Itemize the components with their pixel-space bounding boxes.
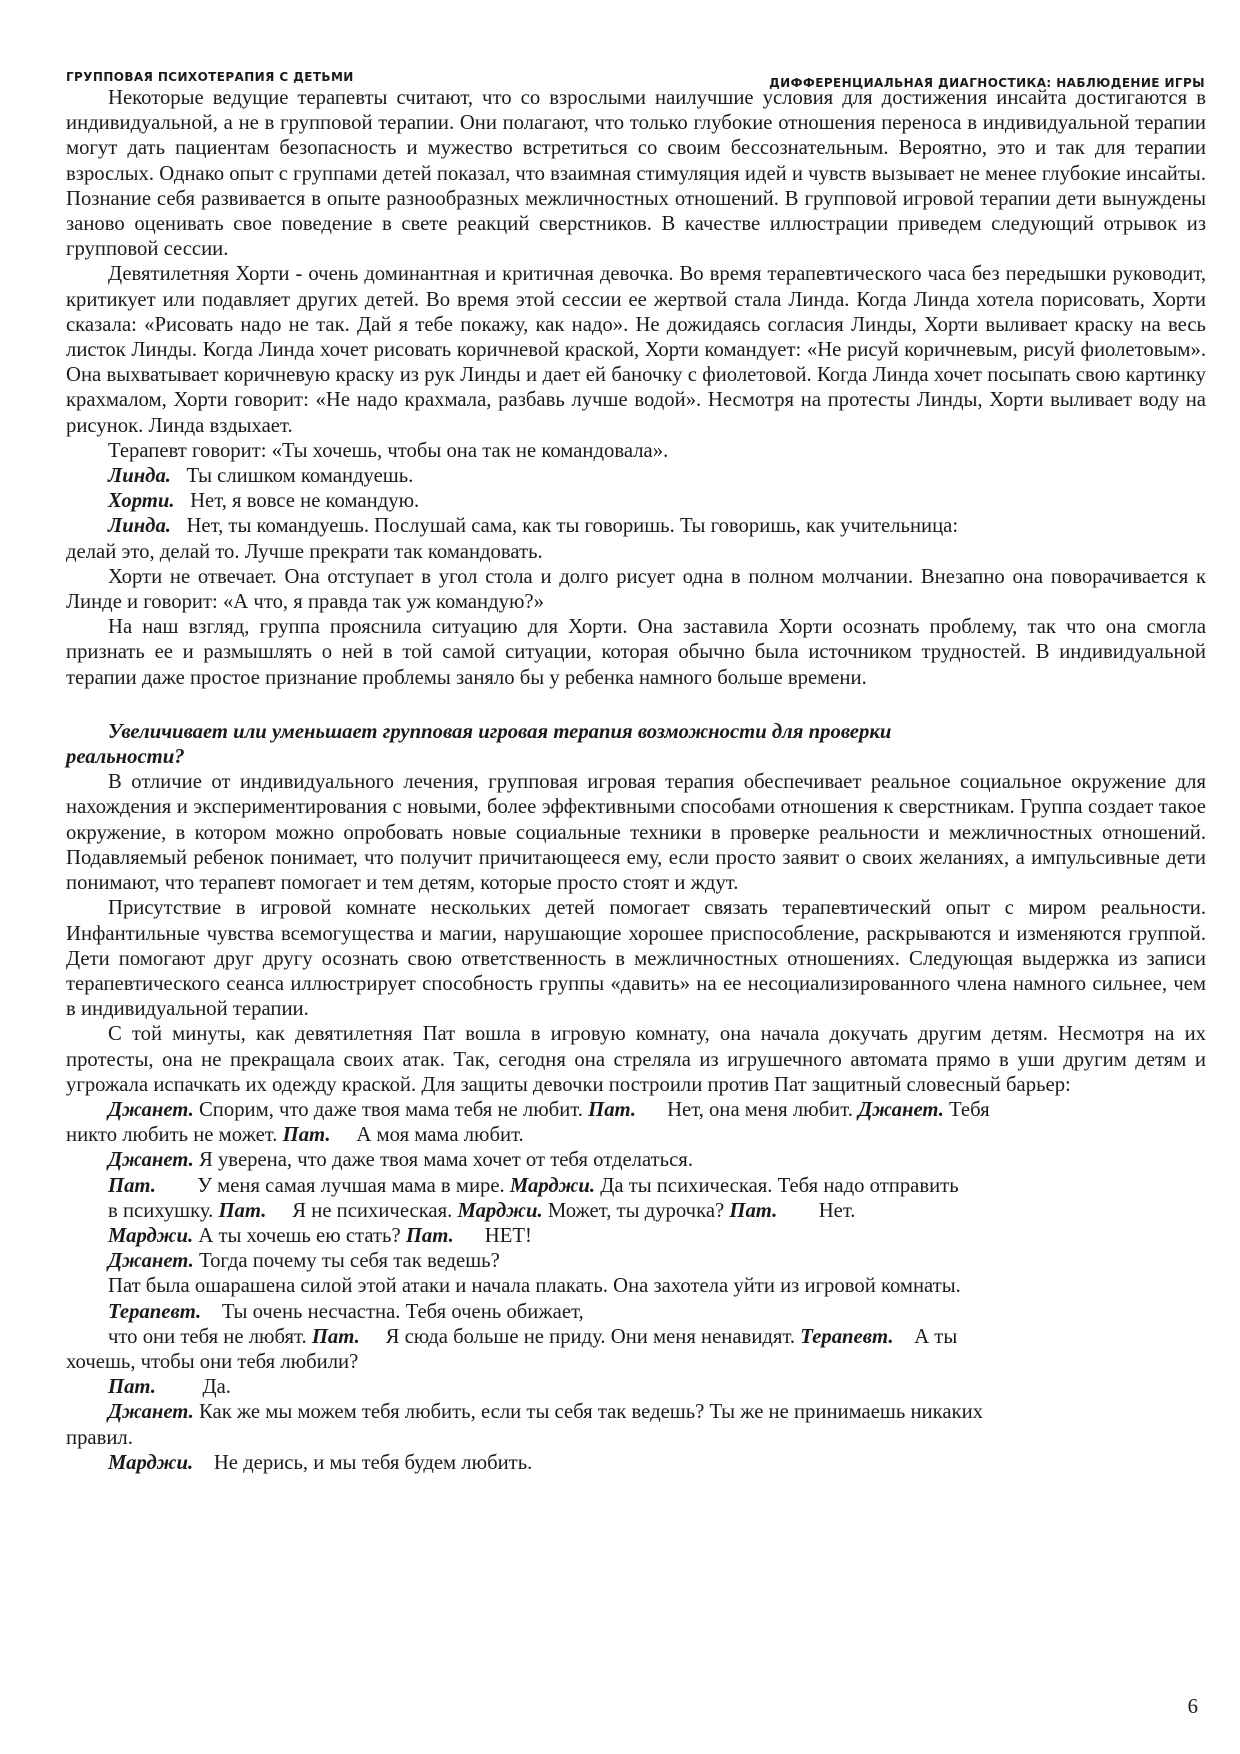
section-heading: Увеличивает или уменьшает групповая игровая терапия возможности для проверки [108, 720, 892, 743]
speaker: Джанет. [108, 1250, 194, 1273]
running-header-right: ДИФФЕРЕНЦИАЛЬНАЯ ДИАГНОСТИКА: НАБЛЮДЕНИЕ ИГРЫ [769, 76, 1205, 90]
dialogue-line [66, 1224, 1206, 1249]
speaker: Пат. [729, 1199, 778, 1222]
speech: Я не психическая. [292, 1199, 453, 1222]
speech: Может, ты дурочка? [547, 1199, 725, 1222]
speech: Да. [202, 1376, 231, 1399]
dialogue-line [66, 489, 1206, 514]
page-number: 6 [1187, 1696, 1198, 1718]
speaker: Марджи. [108, 1224, 194, 1247]
speaker: Пат. [108, 1174, 156, 1197]
running-header-left: ГРУППОВАЯ ПСИХОТЕРАПИЯ С ДЕТЬМИ [66, 70, 354, 84]
speech: У меня самая лучшая мама в мире. [197, 1174, 505, 1197]
paragraph: Девятилетняя Хорти - очень доминантная и критичная девочка. Во время терапевтического часа без передышки руководит, критикует или подавляет других детей. Во время этой сессии ее жертвой стала Линда. Когда Линда хотела порисовать, Хорти сказала: «Рисовать надо не так. Дай я тебе покажу, как надо». Не дожидаясь согласия Линды, Хорти выливает краску на весь листок Линды. Когда Линда хочет рисовать коричневой краской, Хорти командует: «Не рисуй коричневым, рисуй фиолетовым». Она выхватывает коричневую краску из рук Линды и дает ей баночку с фиолетовой. Когда Линда хочет посыпать свою картинку крахмалом, Хорти говорит: «Не надо крахмала, разбавь лучше водой». Несмотря на протесты Линды, Хорти выливает воду на рисунок. Линда вздыхает. [66, 263, 1206, 437]
speaker: Пат. [311, 1325, 360, 1348]
dialogue-line [66, 1400, 1206, 1425]
dialogue-continuation [66, 1123, 1206, 1148]
paragraph: Присутствие в игровой комнате нескольких детей помогает связать терапевтический опыт с миром реальности. Инфантильные чувства всемогущества и магии, нарушающие хорошее приспособление, раскрываются и изменяются группой. Дети помогают друг другу осознать свою ответственность в межличностных отношениях. Следующая выдержка из записи терапевтического сеанса иллюстрирует способность группы «давить» на ее несоциализированного члена намного сильнее, чем в индивидуальной терапии. [66, 897, 1206, 1021]
paragraph: Хорти не отвечает. Она отступает в угол стола и долго рисует одна в полном молчании. Внезапно она поворачивается к Линде и говорит: «А что, я правда так уж командую?» [66, 565, 1206, 614]
dialogue-line [66, 1451, 1206, 1476]
speech: А ты [914, 1325, 958, 1348]
speech: Нет. [818, 1199, 856, 1222]
speech: Да ты психическая. Тебя надо отправить [600, 1174, 959, 1197]
dialogue-line [66, 1148, 1206, 1173]
paragraph: В отличие от индивидуального лечения, групповая игровая терапия обеспечивает реальное социальное окружение для нахождения и экспериментирования с новыми, более эффективными способами отношения к сверстникам. Группа создает такое окружение, в котором можно опробовать новые социальные техники в проверке реальности и межличностных отношений. Подавляемый ребенок понимает, что получит причитающееся ему, если просто заявит о своих желаниях, а импульсивные дети понимают, что терапевт помогает и тем детям, которые просто стоят и ждут. [66, 771, 1206, 895]
speaker: Марджи. [108, 1451, 194, 1474]
speech: Не дерись, и мы тебя будем любить. [213, 1451, 533, 1474]
speech: в психушку. [108, 1199, 214, 1222]
speaker: Линда. [108, 515, 171, 538]
speech: А ты хочешь ею стать? [198, 1224, 401, 1247]
speaker: Пат. [108, 1376, 156, 1399]
speech: Я сюда больше не приду. Они меня ненавидят. [385, 1325, 796, 1348]
speech: Нет, ты командуешь. Послушай сама, как ты говоришь. Ты говоришь, как учительница: [186, 515, 959, 538]
dialogue-continuation [66, 1199, 1206, 1224]
speaker: Пат. [282, 1124, 331, 1147]
paragraph: На наш взгляд, группа прояснила ситуацию для Хорти. Она заставила Хорти осознать проблему, так что она смогла признать ее и размышлять о ней в той самой ситуации, которая обычно была источником трудностей. В индивидуальной терапии даже простое признание проблемы заняло бы у ребенка намного больше времени. [66, 616, 1206, 689]
speaker: Марджи. [509, 1174, 596, 1197]
speaker: Терапевт. [800, 1325, 894, 1348]
speech: Тогда почему ты себя так ведешь? [198, 1250, 500, 1273]
section-gap [66, 691, 1206, 720]
speech: Спорим, что даже твоя мама тебя не любит. [198, 1098, 583, 1121]
paragraph: Терапевт говорит: «Ты хочешь, чтобы она так не командовала». [108, 439, 669, 462]
speaker: Джанет. [108, 1098, 194, 1121]
dialogue-continuation: правил. [66, 1426, 133, 1449]
speech: А моя мама любит. [356, 1124, 524, 1147]
dialogue-line [66, 514, 1206, 539]
speech: Как же мы можем тебя любить, если ты себя так ведешь? Ты же не принимаешь никаких [198, 1401, 983, 1424]
dialogue-line [66, 1174, 1206, 1199]
dialogue-continuation [66, 1325, 1206, 1350]
speaker: Пат. [405, 1224, 454, 1247]
speech: Нет, я вовсе не командую. [190, 490, 420, 513]
dialogue-line [66, 464, 1206, 489]
speaker: Линда. [108, 465, 171, 488]
speech: Нет, она меня любит. [667, 1098, 853, 1121]
section-heading-continuation: реальности? [66, 746, 185, 769]
dialogue-line [66, 1249, 1206, 1274]
speaker: Хорти. [108, 490, 175, 513]
dialogue-continuation: делай это, делай то. Лучше прекрати так командовать. [66, 540, 543, 563]
dialogue-continuation: хочешь, чтобы они тебя любили? [66, 1350, 359, 1373]
speech: что они тебя не любят. [108, 1325, 307, 1348]
paragraph: С той минуты, как девятилетняя Пат вошла в игровую комнату, она начала докучать другим детям. Несмотря на их протесты, она не прекращала своих атак. Так, сегодня она стреляла из игрушечного автомата прямо в уши другим детям и угрожала испачкать их одежду краской. Для защиты девочки построили против Пат защитный словесный барьер: [66, 1023, 1206, 1096]
speech: Тебя [949, 1098, 990, 1121]
speech: никто любить не может. [66, 1124, 278, 1147]
speaker: Джанет. [108, 1149, 194, 1172]
speaker: Джанет. [858, 1098, 944, 1121]
speaker: Марджи. [457, 1199, 543, 1222]
page-body [66, 86, 1206, 1476]
paragraph: Некоторые ведущие терапевты считают, что со взрослыми наилучшие условия для достижения инсайта достигаются в индивидуальной, а не в групповой терапии. Они полагают, что только глубокие отношения переноса в индивидуальной терапии могут дать пациентам безопасность и мужество встретиться со своим бессознательным. Вероятно, это и так для терапии взрослых. Однако опыт с группами детей показал, что взаимная стимуляция идей и чувств вызывает не менее глубокие инсайты. Познание себя развивается в опыте разнообразных межличностных отношений. В групповой игровой терапии дети вынуждены заново оценивать свое поведение в свете реакций сверстников. В качестве иллюстрации приведем следующий отрывок из групповой сессии. [66, 87, 1206, 261]
speaker: Пат. [218, 1199, 267, 1222]
speech: НЕТ! [484, 1224, 532, 1247]
speech: Я уверена, что даже твоя мама хочет от тебя отделаться. [198, 1149, 693, 1172]
speaker: Джанет. [108, 1401, 194, 1424]
narration-line: Пат была ошарашена силой этой атаки и начала плакать. Она захотела уйти из игровой комнаты. [108, 1275, 961, 1298]
dialogue-line [66, 1375, 1206, 1400]
dialogue-line [66, 1098, 1206, 1123]
speech: Ты слишком командуешь. [186, 465, 414, 488]
speech: Ты очень несчастна. Тебя очень обижает, [221, 1300, 584, 1323]
speaker: Пат. [588, 1098, 637, 1121]
dialogue-line [66, 1300, 1206, 1325]
speaker: Терапевт. [108, 1300, 202, 1323]
